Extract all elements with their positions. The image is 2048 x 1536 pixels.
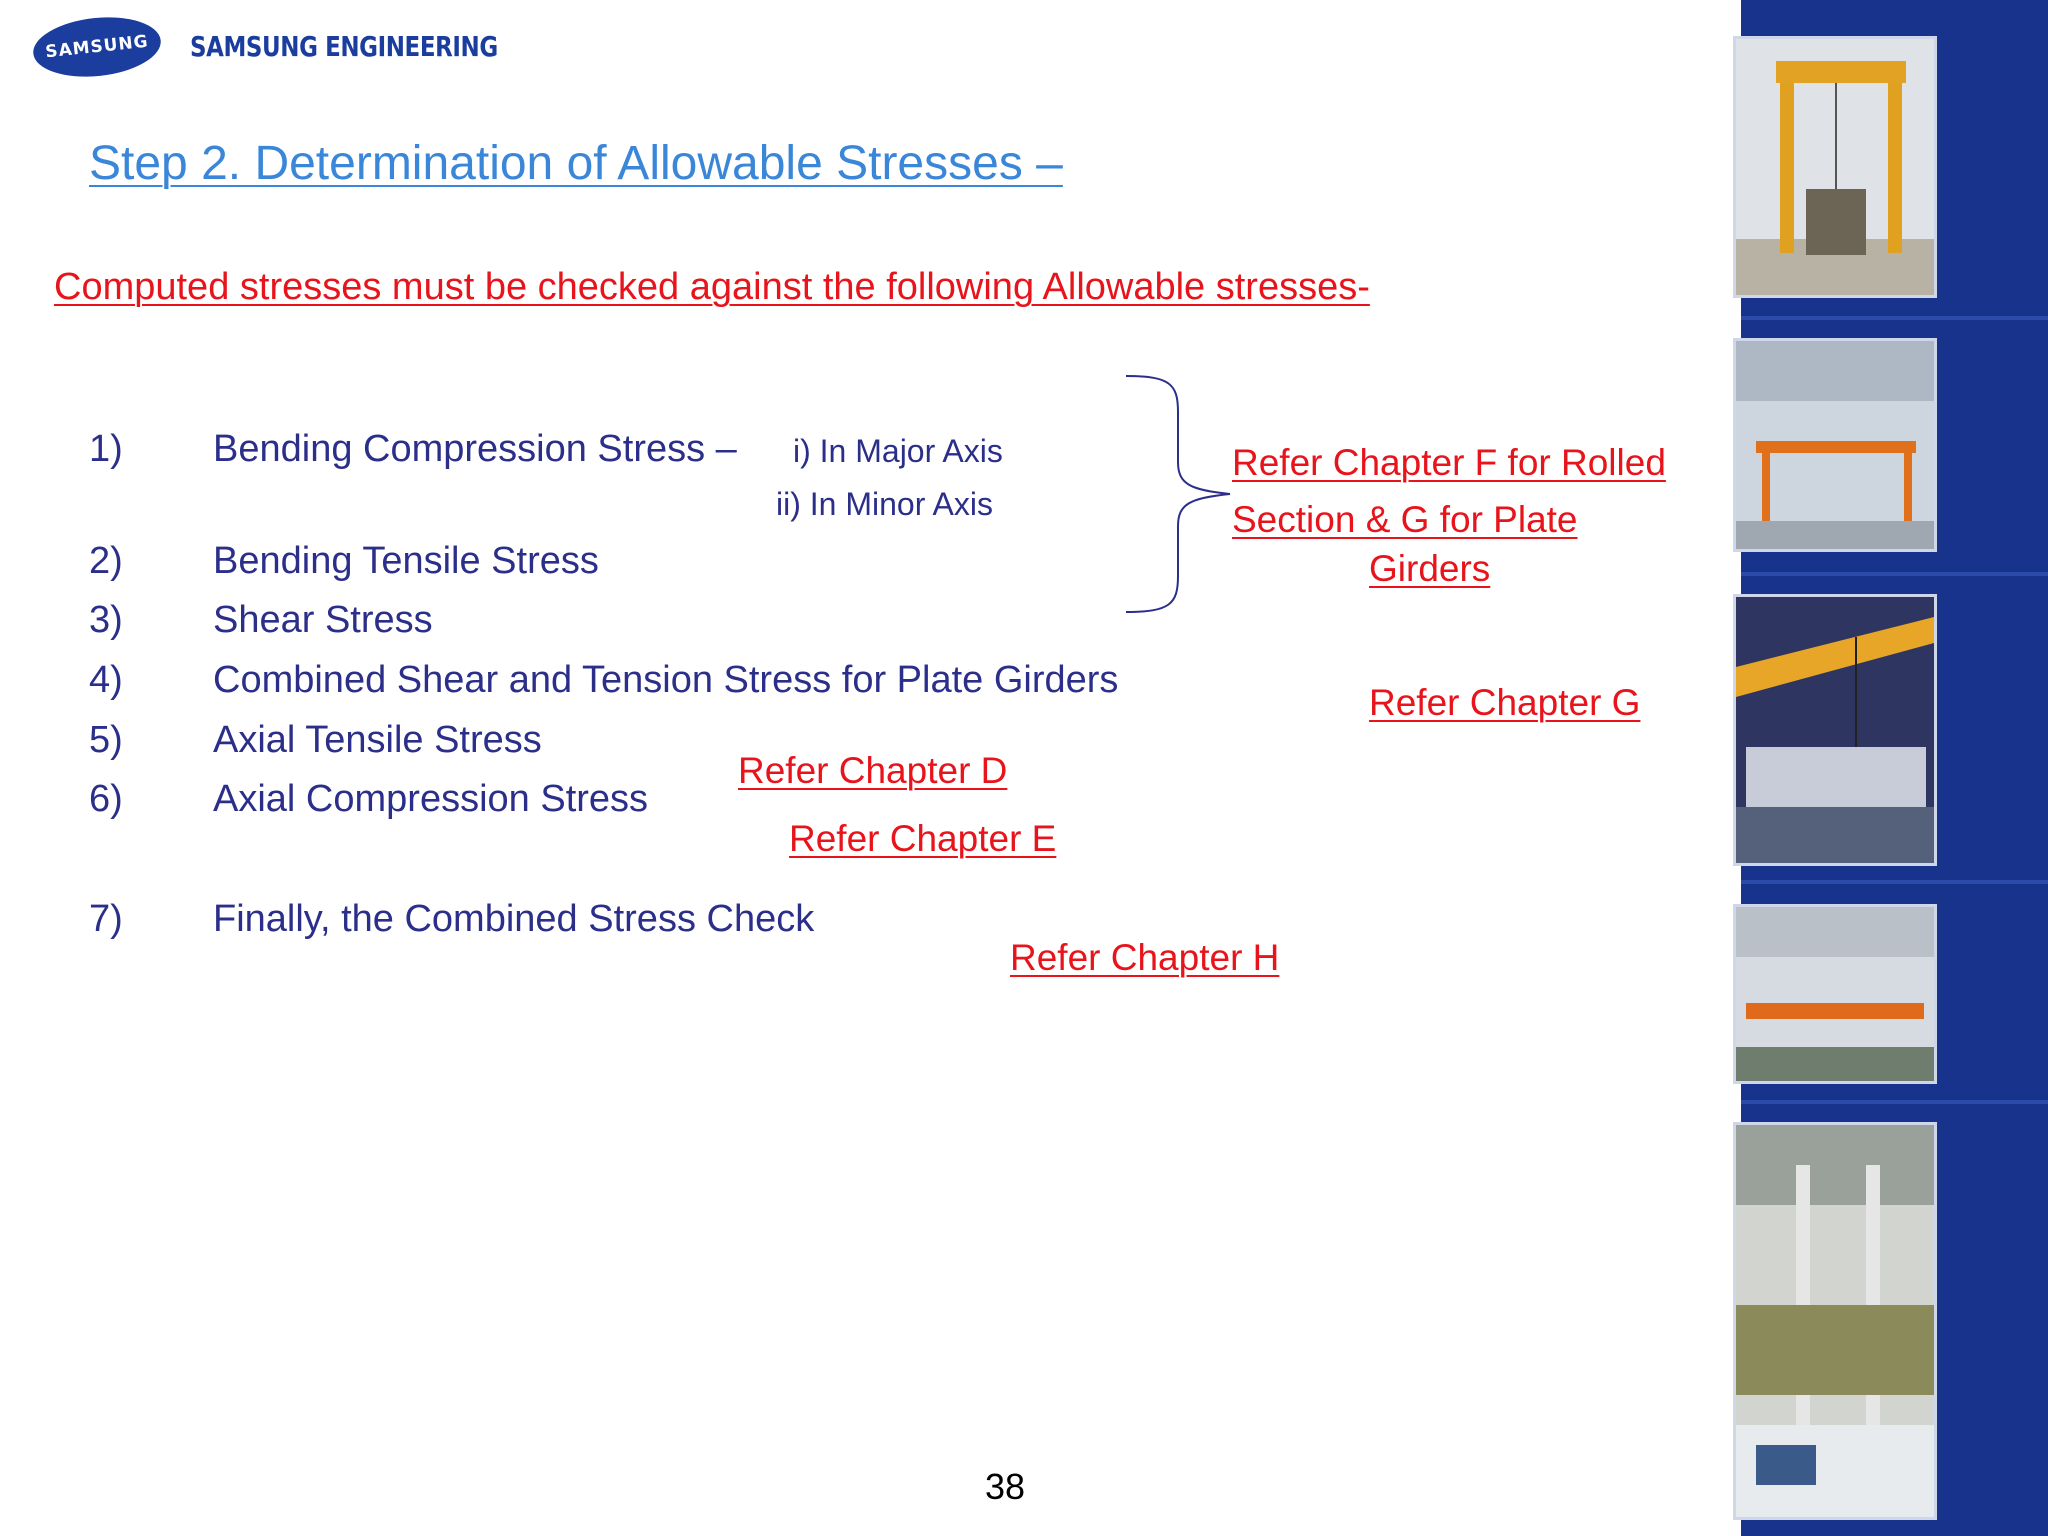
slide-title: Step 2. Determination of Allowable Stresses – (89, 137, 1063, 190)
item-number-4: 4) (89, 659, 123, 701)
crane-photo-1 (1733, 36, 1937, 298)
ref-chapter-g: Refer Chapter G (1369, 682, 1641, 723)
item-number-3: 3) (89, 599, 123, 641)
item-text-5: Axial Tensile Stress (213, 719, 542, 761)
item-number-5: 5) (89, 719, 123, 761)
ref-chapter-f-line1: Refer Chapter F for Rolled (1232, 442, 1666, 483)
item-sub-minor-axis: ii) In Minor Axis (776, 486, 993, 522)
item-text-1: Bending Compression Stress – (213, 428, 737, 470)
samsung-logo (30, 11, 163, 82)
ref-chapter-f-line3: Girders (1369, 548, 1491, 589)
item-number-2: 2) (89, 540, 123, 582)
page-number: 38 (985, 1466, 1026, 1507)
item-text-2: Bending Tensile Stress (213, 540, 599, 582)
item-sub-major-axis: i) In Major Axis (793, 433, 1003, 469)
brand-name: SAMSUNG ENGINEERING (190, 30, 498, 63)
crane-photo-3 (1733, 594, 1937, 866)
item-number-1: 1) (89, 428, 123, 470)
item-text-7: Finally, the Combined Stress Check (213, 898, 815, 940)
item-text-3: Shear Stress (213, 599, 433, 641)
slide-subtitle: Computed stresses must be checked against the following Allowable stresses- (54, 266, 1370, 308)
ref-chapter-d: Refer Chapter D (738, 750, 1008, 791)
item-text-4: Combined Shear and Tension Stress for Plate Girders (213, 659, 1119, 701)
logo-text: SAMSUNG (44, 31, 150, 63)
item-text-6: Axial Compression Stress (213, 778, 649, 820)
ref-chapter-e: Refer Chapter E (789, 818, 1057, 859)
crane-photo-4 (1733, 904, 1937, 1084)
crane-photo-2 (1733, 338, 1937, 552)
ref-chapter-f-line2: Section & G for Plate (1232, 499, 1578, 540)
ref-chapter-h: Refer Chapter H (1010, 937, 1280, 978)
crane-photo-5 (1733, 1122, 1937, 1520)
item-number-6: 6) (89, 778, 123, 820)
item-number-7: 7) (89, 898, 123, 940)
curly-brace-icon (1120, 372, 1232, 616)
